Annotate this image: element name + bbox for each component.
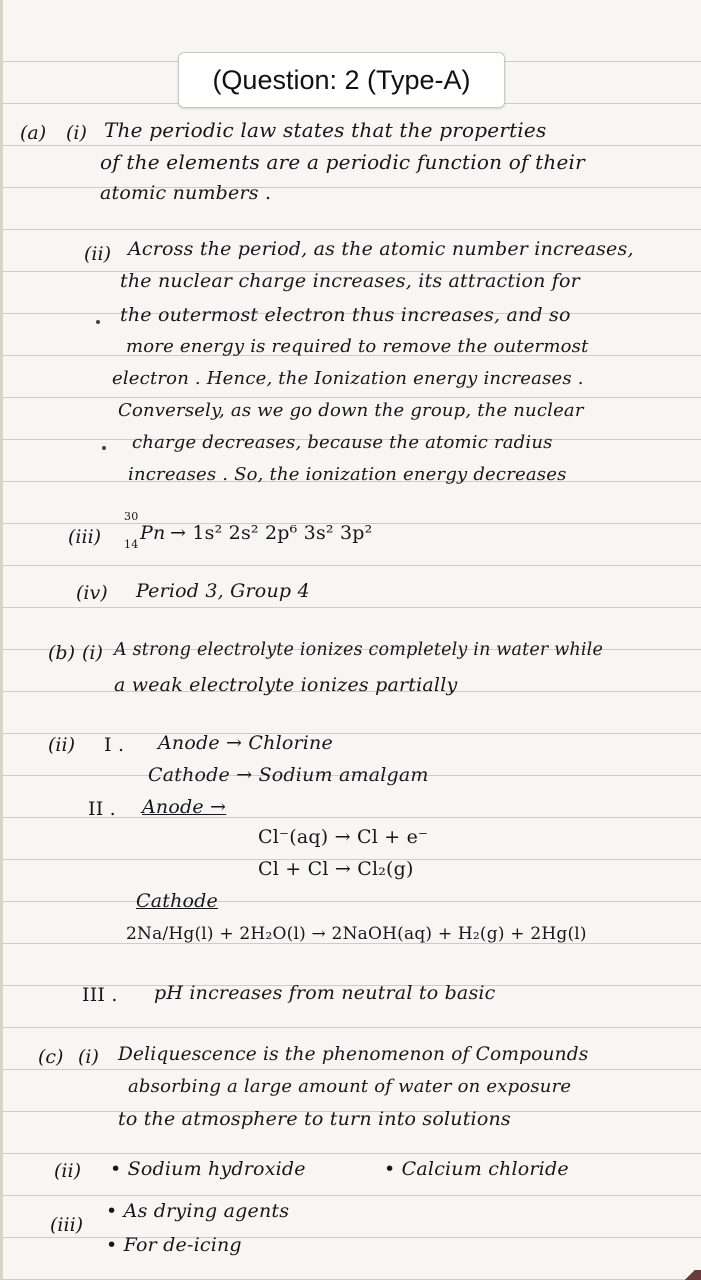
c-ii-item-1: • Sodium hydroxide bbox=[110, 1158, 306, 1180]
a-iii-label: (iii) bbox=[68, 526, 102, 548]
b-ii-label: (ii) bbox=[48, 734, 75, 756]
b-ii-cathode-heading: Cathode bbox=[136, 890, 218, 912]
b-ii-II-anode: Anode → bbox=[142, 796, 227, 818]
a-ii-line-1: Across the period, as the atomic number increases, bbox=[128, 238, 634, 260]
b-ii-III-label: III . bbox=[82, 984, 118, 1006]
section-c-label: (c) bbox=[38, 1046, 64, 1068]
c-i-label: (i) bbox=[78, 1046, 99, 1068]
a-ii-line-8: increases . So, the ionization energy decreases bbox=[128, 464, 567, 485]
question-title-text: (Question: 2 (Type-A) bbox=[212, 64, 471, 95]
a-ii-line-3: the outermost electron thus increases, and so bbox=[120, 304, 571, 326]
b-ii-I-label: I . bbox=[104, 734, 125, 756]
a-iv-label: (iv) bbox=[76, 582, 108, 604]
a-ii-label: (ii) bbox=[84, 243, 111, 265]
c-i-line-2: absorbing a large amount of water on exposure bbox=[128, 1076, 572, 1097]
a-iii-atomic-number: 14 bbox=[124, 538, 139, 551]
a-i-line-1: The periodic law states that the properties bbox=[104, 118, 547, 142]
section-a-label: (a) bbox=[20, 122, 47, 144]
a-ii-line-2: the nuclear charge increases, its attraction for bbox=[120, 270, 580, 292]
b-ii-I-anode: Anode → Chlorine bbox=[158, 732, 333, 754]
a-iii-symbol: Pn bbox=[140, 522, 166, 544]
a-i-label: (i) bbox=[66, 122, 87, 144]
a-ii-line-6: Conversely, as we go down the group, the nuclear bbox=[118, 400, 584, 421]
b-i-line-1: A strong electrolyte ionizes completely in water while bbox=[114, 640, 604, 660]
a-i-line-3: atomic numbers . bbox=[100, 182, 272, 204]
a-ii-line-4: more energy is required to remove the outermost bbox=[126, 336, 589, 357]
a-iii-mass-number: 30 bbox=[124, 510, 139, 523]
b-ii-cathode-equation: 2Na/Hg(l) + 2H₂O(l) → 2NaOH(aq) + H₂(g) + 2Hg(l) bbox=[126, 924, 587, 944]
b-i-label: (i) bbox=[82, 642, 103, 664]
a-iii-configuration: → 1s² 2s² 2p⁶ 3s² 3p² bbox=[170, 522, 373, 544]
c-iii-label: (iii) bbox=[50, 1214, 84, 1236]
c-i-line-1: Deliquescence is the phenomenon of Compounds bbox=[118, 1044, 589, 1065]
page-edge bbox=[0, 0, 3, 1280]
c-iii-item-2: • For de-icing bbox=[106, 1234, 242, 1256]
b-ii-II-equation-2: Cl + Cl → Cl₂(g) bbox=[258, 858, 414, 880]
a-iv-text: Period 3, Group 4 bbox=[136, 580, 310, 602]
page-corner-shadow bbox=[679, 1270, 701, 1280]
a-i-line-2: of the elements are a periodic function of their bbox=[100, 150, 585, 174]
b-ii-I-cathode: Cathode → Sodium amalgam bbox=[148, 764, 429, 786]
b-ii-II-equation-1: Cl⁻(aq) → Cl + e⁻ bbox=[258, 826, 429, 848]
section-b-label: (b) bbox=[48, 642, 75, 664]
margin-dot bbox=[96, 320, 100, 324]
c-i-line-3: to the atmosphere to turn into solutions bbox=[118, 1108, 511, 1130]
c-iii-item-1: • As drying agents bbox=[106, 1200, 290, 1222]
a-ii-line-5: electron . Hence, the Ionization energy increases . bbox=[112, 368, 584, 389]
margin-dot bbox=[102, 446, 106, 450]
b-i-line-2: a weak electrolyte ionizes partially bbox=[114, 674, 458, 696]
c-ii-item-2: • Calcium chloride bbox=[384, 1158, 569, 1180]
b-ii-III-text: pH increases from neutral to basic bbox=[154, 982, 496, 1004]
b-ii-II-label: II . bbox=[88, 798, 116, 820]
c-ii-label: (ii) bbox=[54, 1160, 81, 1182]
question-title bbox=[178, 52, 505, 108]
a-ii-line-7: charge decreases, because the atomic radius bbox=[132, 432, 553, 453]
